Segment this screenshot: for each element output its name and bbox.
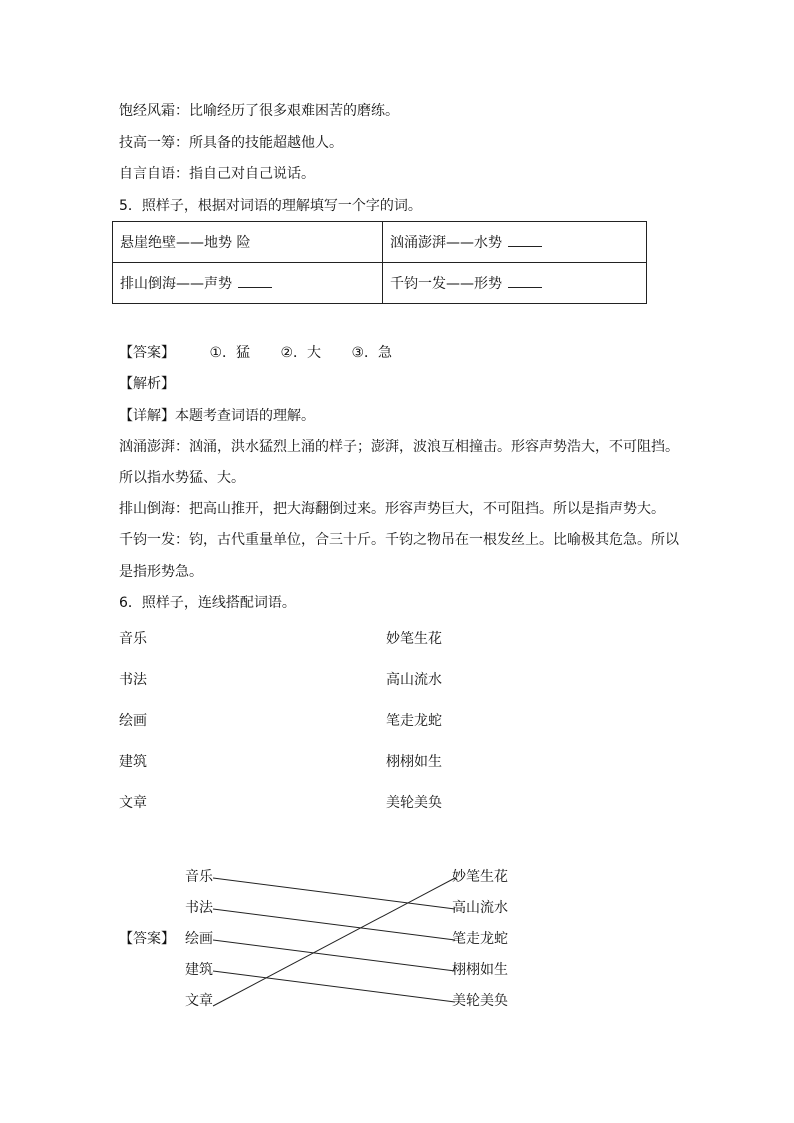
diagram-left-3: 绘画 <box>185 931 213 947</box>
answer-3: ③．急 <box>351 345 393 361</box>
diagram-left-1: 音乐 <box>185 869 213 885</box>
diagram-right-1: 妙笔生花 <box>452 869 508 885</box>
left-word-1: 音乐 <box>119 631 147 647</box>
left-word-4: 建筑 <box>119 754 147 770</box>
cell-text: 千钧一发——形势 <box>390 276 502 292</box>
question-6-answer-label: 【答案】 <box>119 931 175 947</box>
match-line-1 <box>213 878 455 909</box>
cell-text: 悬崖绝壁——地势 险 <box>120 235 251 251</box>
diagram-left-5: 文章 <box>185 993 213 1009</box>
right-word-4: 栩栩如生 <box>386 754 442 770</box>
cell-text: 排山倒海——声势 <box>120 276 232 292</box>
detail-line-3: 所以指水势猛、大。 <box>119 470 245 486</box>
diagram-right-2: 高山流水 <box>452 900 508 916</box>
answer-2: ②．大 <box>280 345 322 361</box>
question-5-title: 5．照样子，根据对词语的理解填写一个字的词。 <box>119 198 422 214</box>
diagram-right-5: 美轮美奂 <box>452 993 508 1009</box>
diagram-left-4: 建筑 <box>185 962 213 978</box>
detail-line-2: 汹涌澎湃：汹涌，洪水猛烈上涌的样子；澎湃，波浪互相撞击。形容声势浩大，不可阻挡。 <box>119 439 679 455</box>
diagram-right-4: 栩栩如生 <box>452 962 508 978</box>
match-line-3 <box>213 940 455 971</box>
detail-line-1: 【详解】本题考查词语的理解。 <box>119 408 315 424</box>
question-6-title: 6．照样子，连线搭配词语。 <box>119 595 296 611</box>
definition-2: 技高一筹：所具备的技能超越他人。 <box>119 135 343 151</box>
left-word-5: 文章 <box>119 795 147 811</box>
definition-3: 自言自语：指自己对自己说话。 <box>119 166 315 182</box>
left-word-2: 书法 <box>119 672 147 688</box>
answer-1: ①．猛 <box>209 345 251 361</box>
cell-text: 汹涌澎湃——水势 <box>390 235 502 251</box>
detail-line-5: 千钧一发：钧，古代重量单位，合三十斤。千钧之物吊在一根发丝上。比喻极其危急。所以 <box>119 532 679 548</box>
detail-line-6: 是指形势急。 <box>119 564 203 580</box>
answer-label: 【答案】 <box>119 345 175 361</box>
right-word-3: 笔走龙蛇 <box>386 713 442 729</box>
diagram-right-3: 笔走龙蛇 <box>452 931 508 947</box>
left-word-3: 绘画 <box>119 713 147 729</box>
definition-1: 饱经风霜：比喻经历了很多艰难困苦的磨练。 <box>119 103 399 119</box>
right-word-1: 妙笔生花 <box>386 631 442 647</box>
right-word-5: 美轮美奂 <box>386 795 442 811</box>
diagram-left-2: 书法 <box>185 900 213 916</box>
detail-line-4: 排山倒海：把高山推开，把大海翻倒过来。形容声势巨大，不可阻挡。所以是指声势大。 <box>119 501 665 517</box>
right-word-2: 高山流水 <box>386 672 442 688</box>
analysis-label: 【解析】 <box>119 376 175 392</box>
match-line-2 <box>213 909 455 940</box>
